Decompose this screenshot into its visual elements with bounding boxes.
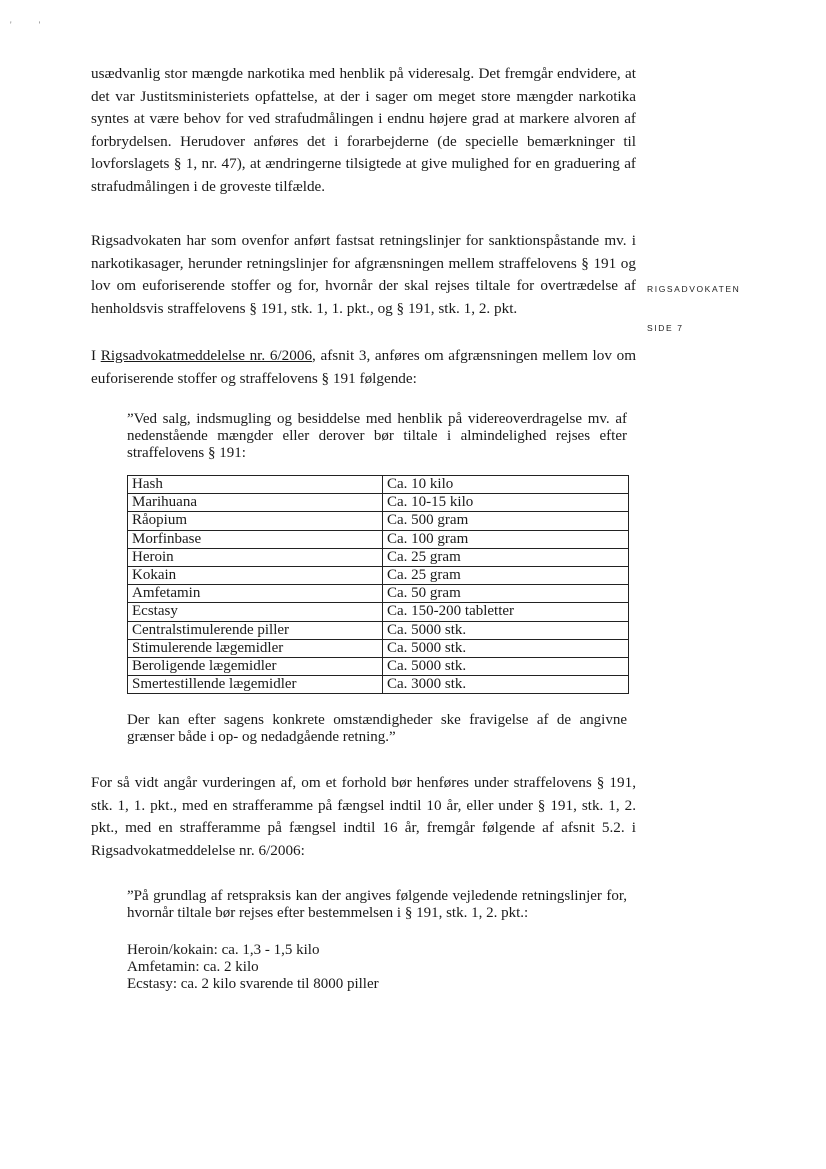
reference-link: Rigsadvokatmeddelelse nr. 6/2006 [100, 347, 313, 364]
amount-cell: Ca. 25 gram [383, 566, 629, 584]
table-row [128, 566, 629, 584]
substance-cell: Centralstimulerende piller [128, 621, 383, 639]
substance-cell: Smertestillende lægemidler [128, 676, 383, 694]
guideline-line: Heroin/kokain: ca. 1,3 - 1,5 kilo [127, 942, 320, 958]
substance-cell: Heroin [128, 548, 383, 566]
table-row [128, 548, 629, 566]
amount-cell: Ca. 5000 stk. [383, 621, 629, 639]
paragraph-1: usædvanlig stor mængde narkotika med henblik på videresalg. Det fremgår endvidere, at det var Justitsministeriets opfattelse, at der i sager om meget store mængder narkotika syntes at være behov for ved strafudmålingen i endnu højere grad at markere alvoren af forbrydelsen. Herudover anføres det i forarbejderne (de specielle bemærkninger til lovforslagets § 1, nr. 47), at ændringerne tilsigtede at give mulighed for en graduering af strafudmålingen i de groveste tilfælde. [91, 65, 636, 195]
substance-cell: Kokain [128, 566, 383, 584]
amount-cell: Ca. 10-15 kilo [383, 494, 629, 512]
paragraph-3-lead: I [91, 347, 101, 364]
table-row [128, 657, 629, 675]
guideline-line: Amfetamin: ca. 2 kilo [127, 959, 259, 975]
substance-cell: Morfinbase [128, 530, 383, 548]
table-row [128, 603, 629, 621]
amount-cell: Ca. 100 gram [383, 530, 629, 548]
table-row [128, 476, 629, 494]
amount-cell: Ca. 3000 stk. [383, 676, 629, 694]
amount-cell: Ca. 50 gram [383, 585, 629, 603]
table-row [128, 530, 629, 548]
threshold-table [127, 475, 629, 694]
page-number: SIDE 7 [647, 323, 684, 333]
table-row [128, 585, 629, 603]
quote-2-intro: ”På grundlag af retspraksis kan der angives følgende vejledende retningslinjer for, hvornår tiltale bør rejses efter bestemmelsen i § 191, stk. 1, 2. pkt.: [127, 888, 627, 921]
paragraph-3-rest: , afsnit 3, anføres om afgrænsningen mellem lov om euforiserende stoffer og straffelovens § 191 følgende: [91, 347, 637, 387]
table-row [128, 639, 629, 657]
scan-specks: ' ' [10, 20, 41, 30]
table-row [128, 676, 629, 694]
amount-cell: Ca. 25 gram [383, 548, 629, 566]
substance-cell: Råopium [128, 512, 383, 530]
substance-cell: Hash [128, 476, 383, 494]
substance-cell: Beroligende lægemidler [128, 657, 383, 675]
substance-cell: Amfetamin [128, 585, 383, 603]
amount-cell: Ca. 150-200 tabletter [383, 603, 629, 621]
paragraph-4: For så vidt angår vurderingen af, om et forhold bør henføres under straffelovens § 191, stk. 1, 1. pkt., med en strafferamme på fængsel indtil 10 år, eller under § 191, stk. 1, 2. pkt., med en strafferamme på fængsel indtil 16 år, fremgår følgende af afsnit 5.2. i Rigsadvokatmeddelelse nr. 6/2006: [91, 774, 636, 859]
quote-1-intro: ”Ved salg, indsmugling og besiddelse med henblik på videreoverdragelse mv. af nedenstående mængder eller derover bør tiltale i almindelighed rejses efter straffelovens § 191: [127, 411, 627, 461]
table-row [128, 512, 629, 530]
table-row [128, 621, 629, 639]
guideline-line: Ecstasy: ca. 2 kilo svarende til 8000 piller [127, 976, 379, 992]
quote-1-outro: Der kan efter sagens konkrete omstændigheder ske fravigelse af de angivne grænser både i op- og nedadgående retning.” [127, 712, 627, 745]
quote-2-list [127, 942, 627, 993]
substance-cell: Marihuana [128, 494, 383, 512]
substance-cell: Stimulerende lægemidler [128, 639, 383, 657]
paragraph-2: Rigsadvokaten har som ovenfor anført fastsat retningslinjer for sanktionspåstande mv. i narkotikasager, herunder retningslinjer for afgrænsningen mellem straffelovens § 191 og lov om euforiserende stoffer og for, hvornår der skal rejses tiltale for overtrædelse af henholdsvis straffelovens § 191, stk. 1, 1. pkt., og § 191, stk. 1, 2. pkt. [91, 232, 636, 317]
amount-cell: Ca. 500 gram [383, 512, 629, 530]
amount-cell: Ca. 5000 stk. [383, 657, 629, 675]
table-row [128, 494, 629, 512]
header-org: RIGSADVOKATEN [647, 284, 741, 294]
substance-cell: Ecstasy [128, 603, 383, 621]
amount-cell: Ca. 10 kilo [383, 476, 629, 494]
amount-cell: Ca. 5000 stk. [383, 639, 629, 657]
paragraph-3 [91, 345, 636, 390]
